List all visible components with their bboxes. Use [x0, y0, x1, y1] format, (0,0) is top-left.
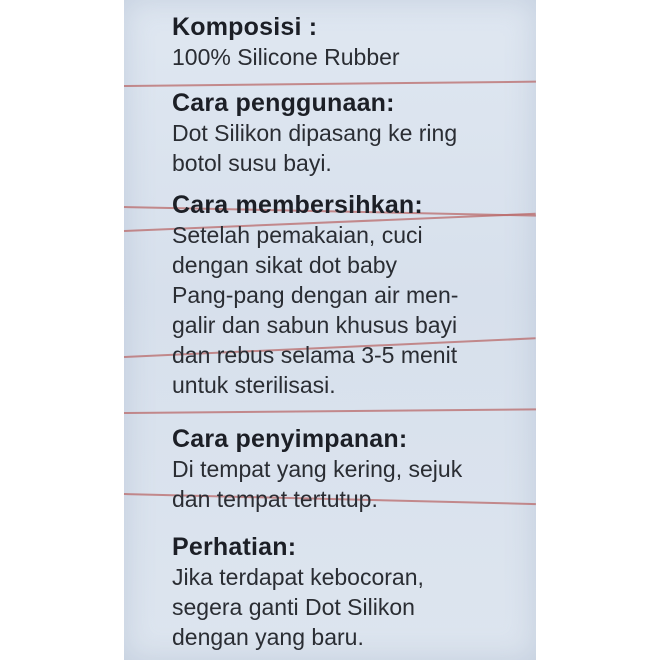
section-cara-membersihkan	[172, 190, 458, 400]
text-line: Di tempat yang kering, sejuk	[172, 456, 463, 482]
text-line: Setelah pemakaian, cuci	[172, 222, 423, 248]
text-line: dengan yang baru.	[172, 624, 364, 650]
text-line: galir dan sabun khusus bayi	[172, 312, 458, 338]
text-line: Dot Silikon dipasang ke ring	[172, 120, 458, 146]
text-line: Pang-pang dengan air men-	[172, 282, 459, 308]
text-line: Jika terdapat kebocoran,	[172, 564, 424, 590]
section-perhatian	[172, 532, 424, 652]
heading-komposisi: Komposisi :	[172, 13, 318, 41]
text-line: untuk sterilisasi.	[172, 372, 336, 398]
section-cara-penyimpanan	[172, 424, 462, 514]
text-line: dan rebus selama 3-5 menit	[172, 342, 458, 368]
text-line: dengan sikat dot baby	[172, 252, 398, 278]
text-line: botol susu bayi.	[172, 150, 332, 176]
text-line: 100% Silicone Rubber	[172, 44, 400, 70]
heading-perhatian: Perhatian:	[172, 533, 297, 561]
heading-cara-penyimpanan: Cara penyimpanan:	[172, 425, 408, 453]
text-line: dan tempat tertutup.	[172, 486, 378, 512]
heading-cara-membersihkan: Cara membersihkan:	[172, 191, 423, 219]
heading-cara-penggunaan: Cara penggunaan:	[172, 89, 395, 117]
text-line: segera ganti Dot Silikon	[172, 594, 415, 620]
section-komposisi	[172, 12, 400, 72]
section-cara-penggunaan	[172, 88, 457, 178]
